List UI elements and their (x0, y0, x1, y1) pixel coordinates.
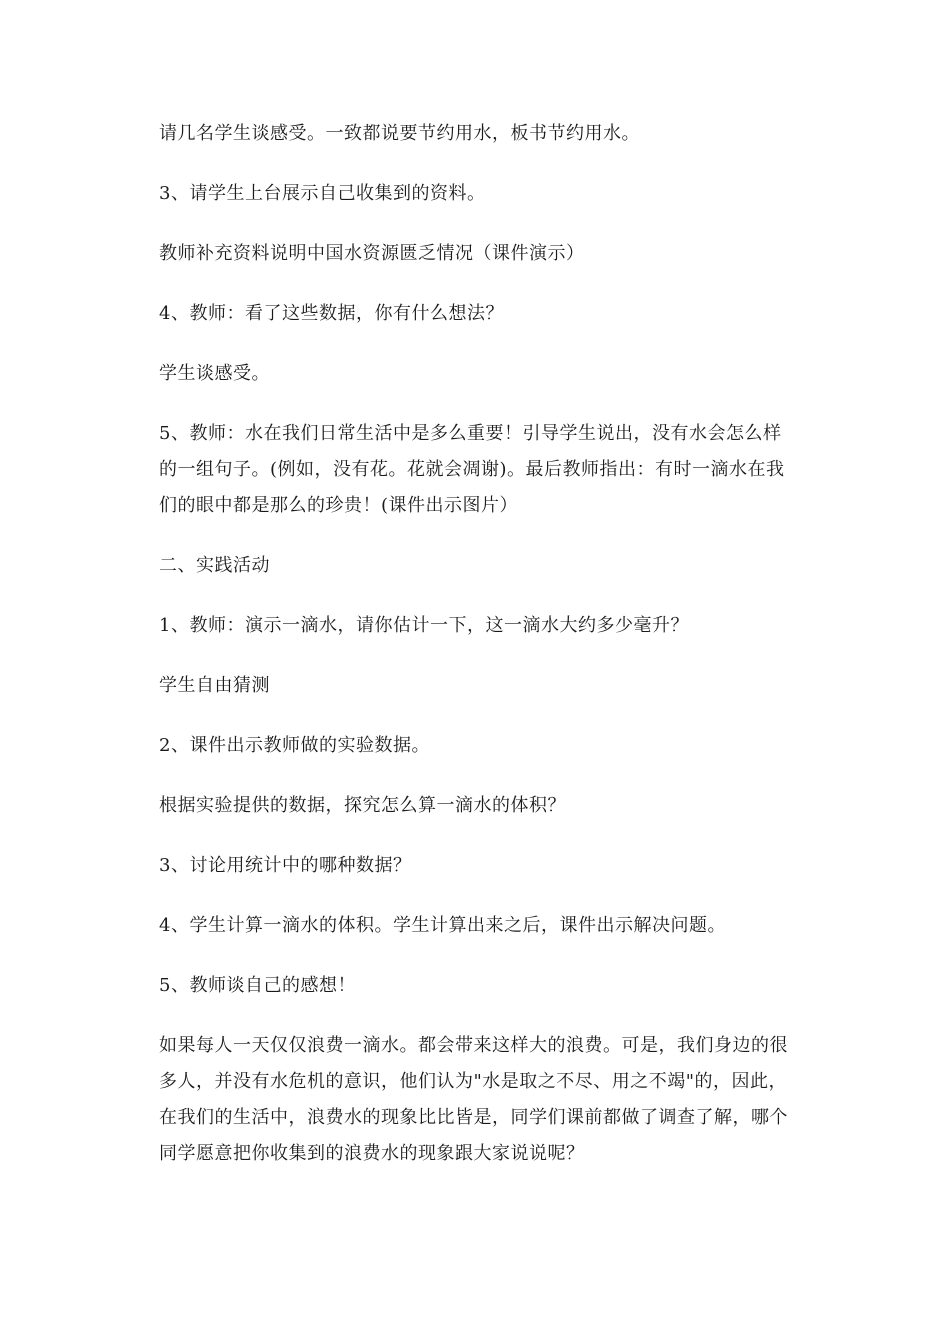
paragraph-step-3-show-materials: 3、请学生上台展示自己收集到的资料。 (159, 183, 486, 204)
paragraph-activity-3-discuss-statistics: 3、讨论用统计中的哪种数据？ (159, 855, 412, 876)
paragraph-step-5-importance-of-water: 5、教师：水在我们日常生活中是多么重要！引导学生说出，没有水会怎么样的一组句子。(例如，没有花。花就会凋谢)。最后教师指出：有时一滴水在我们的眼中都是那么的珍贵！(课件出示图片） (159, 423, 785, 516)
paragraph-students-guess: 学生自由猜测 (159, 675, 270, 696)
paragraph-activity-5-teacher-reflection: 5、教师谈自己的感想！ (159, 975, 356, 996)
paragraph-waste-discussion: 如果每人一天仅仅浪费一滴水。都会带来这样大的浪费。可是，我们身边的很多人，并没有水危机的意识，他们认为"水是取之不尽、用之不竭"的，因此，在我们的生活中，浪费水的现象比比皆是，同学们课前都做了调查了解，哪个同学愿意把你收集到的浪费水的现象跟大家说说呢？ (159, 1035, 788, 1164)
paragraph-students-share: 学生谈感受。 (159, 363, 270, 384)
paragraph-activity-2-experiment-data: 2、课件出示教师做的实验数据。 (159, 735, 430, 756)
paragraph-teacher-supplement: 教师补充资料说明中国水资源匮乏情况（课件演示） (159, 243, 585, 264)
paragraph-activity-4-calculate-volume: 4、学生计算一滴水的体积。学生计算出来之后，课件出示解决问题。 (159, 915, 726, 936)
paragraph-explore-drop-volume: 根据实验提供的数据，探究怎么算一滴水的体积？ (159, 795, 566, 816)
document-body (159, 116, 799, 1196)
paragraph-student-feelings: 请几名学生谈感受。一致都说要节约用水，板书节约用水。 (159, 123, 640, 144)
section-heading-practice-activity: 二、实践活动 (159, 555, 270, 576)
paragraph-step-4-teacher-question: 4、教师：看了这些数据，你有什么想法？ (159, 303, 504, 324)
paragraph-activity-1-estimate-drop: 1、教师：演示一滴水，请你估计一下，这一滴水大约多少毫升？ (159, 615, 689, 636)
